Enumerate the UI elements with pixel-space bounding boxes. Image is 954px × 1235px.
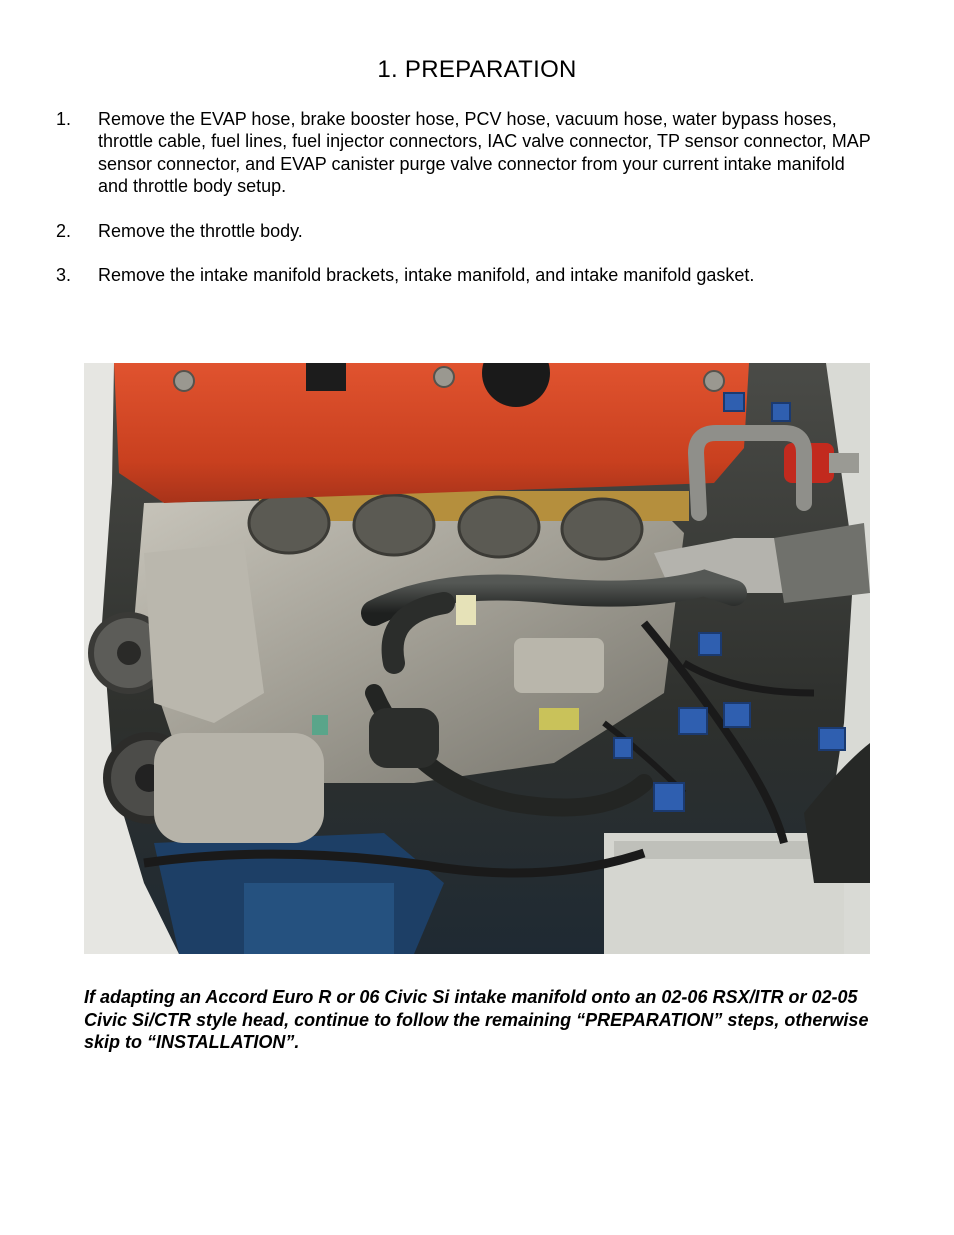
step-number: 3.: [56, 265, 72, 286]
engine-bay-photo: [84, 363, 870, 954]
alternator-body: [154, 733, 324, 843]
valve-cover: [114, 363, 749, 503]
bolt: [174, 371, 194, 391]
starter-motor: [514, 638, 604, 693]
step-number: 2.: [56, 220, 72, 241]
connector: [724, 703, 750, 727]
intake-port: [459, 497, 539, 557]
adaptation-note: If adapting an Accord Euro R or 06 Civic Si intake manifold onto an 02-06 RSX/ITR or 02-05 Civic Si/CTR style head, continue to follow the remaining “PREPARATION” steps, otherwise skip to “INSTALLATION”.: [84, 987, 869, 1052]
intake-port: [354, 495, 434, 555]
radiator-fins: [614, 841, 834, 859]
step-item: [56, 108, 876, 198]
evap-purge-valve: [369, 708, 439, 768]
page-title: 1. PREPARATION: [377, 56, 577, 83]
connector: [614, 738, 632, 758]
step-item: [56, 264, 876, 286]
connector: [654, 783, 684, 811]
step-text: Remove the throttle body.: [98, 220, 303, 241]
connector: [699, 633, 721, 655]
preparation-steps: [56, 108, 876, 308]
step-text: Remove the EVAP hose, brake booster hose, PCV hose, vacuum hose, water bypass hoses, throttle cable, fuel lines, fuel injector connectors, IAC valve connector, TP sensor connector, MAP sensor connector, and EVAP canister purge valve connector from your current intake manifold and throttle body setup.: [98, 109, 871, 197]
connector: [724, 393, 744, 411]
step-number: 1.: [56, 109, 72, 129]
coil-slot: [306, 363, 346, 391]
step-item: [56, 220, 876, 242]
timing-cover: [144, 543, 264, 723]
connector: [819, 728, 845, 750]
sensor-label: [539, 708, 579, 730]
connector: [772, 403, 790, 421]
water-pump-hub: [117, 641, 141, 665]
intake-port: [562, 499, 642, 559]
fuel-regulator-fitting: [829, 453, 859, 473]
bolt: [434, 367, 454, 387]
hose-clamp: [456, 595, 476, 625]
step-text: Remove the intake manifold brackets, intake manifold, and intake manifold gasket.: [98, 265, 755, 286]
egr-connector: [312, 715, 328, 735]
battery-tray: [244, 883, 394, 954]
connector: [679, 708, 707, 734]
intake-port: [249, 493, 329, 553]
bolt: [704, 371, 724, 391]
